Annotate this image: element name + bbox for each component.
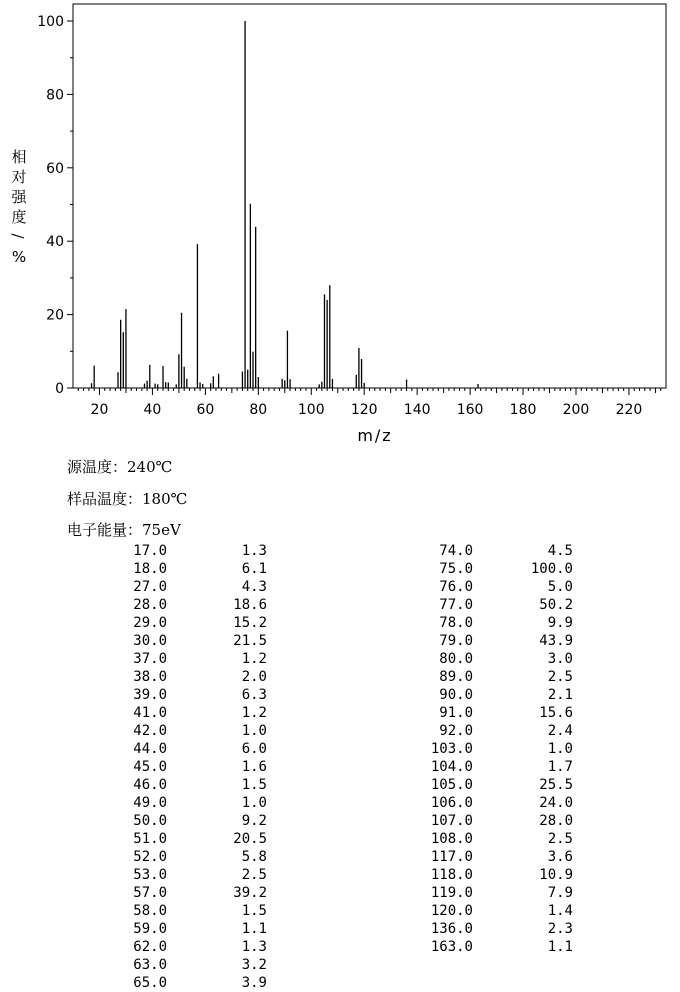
mz-value: 163.0 (430, 939, 473, 955)
sample-temperature (67, 489, 187, 509)
mz-value: 75.0 (439, 561, 473, 577)
intensity-value: 1.5 (241, 903, 267, 919)
intensity-value: 2.5 (241, 867, 267, 883)
x-tick-label: 200 (562, 402, 590, 418)
intensity-value: 1.6 (241, 759, 267, 775)
intensity-value: 1.0 (241, 723, 267, 739)
intensity-value: 1.1 (547, 939, 573, 955)
intensity-value: 1.7 (547, 759, 573, 775)
intensity-value: 4.3 (241, 579, 267, 595)
intensity-value: 1.0 (241, 795, 267, 811)
intensity-value: 3.2 (241, 957, 267, 973)
table-row (0, 794, 600, 812)
mz-value: 90.0 (439, 687, 473, 703)
intensity-value: 10.9 (539, 867, 573, 883)
mz-value: 65.0 (133, 975, 167, 991)
intensity-value: 24.0 (539, 795, 573, 811)
intensity-value: 5.8 (241, 849, 267, 865)
y-axis-label-char: 强 (11, 188, 27, 206)
intensity-value: 1.3 (241, 939, 267, 955)
intensity-value: 20.5 (233, 831, 267, 847)
y-axis-label-char: 对 (11, 168, 27, 186)
mz-value: 18.0 (133, 561, 167, 577)
mz-value: 52.0 (133, 849, 167, 865)
intensity-value: 2.1 (547, 687, 573, 703)
mz-value: 89.0 (439, 669, 473, 685)
table-row (0, 866, 600, 884)
intensity-value: 1.3 (241, 543, 267, 559)
mz-value: 50.0 (133, 813, 167, 829)
mz-value: 118.0 (430, 867, 473, 883)
x-tick-label: 20 (90, 402, 109, 418)
x-tick-label: 120 (350, 402, 378, 418)
x-tick-label: 140 (403, 402, 431, 418)
x-tick-label: 60 (196, 402, 215, 418)
mz-value: 63.0 (133, 957, 167, 973)
y-tick-label: 40 (46, 234, 64, 251)
mz-value: 58.0 (133, 903, 167, 919)
plot-frame (73, 4, 666, 388)
table-row (0, 632, 600, 650)
mz-value: 51.0 (133, 831, 167, 847)
table-row (0, 938, 600, 956)
table-row (0, 650, 600, 668)
intensity-value: 1.5 (241, 777, 267, 793)
table-row (0, 902, 600, 920)
source-temperature (67, 457, 172, 477)
table-row (0, 920, 600, 938)
sample-temperature-value: 180℃ (142, 490, 188, 508)
mz-value: 80.0 (439, 651, 473, 667)
table-row (0, 578, 600, 596)
table-row (0, 596, 600, 614)
source-temperature-label: 源温度： (67, 458, 128, 476)
intensity-value: 21.5 (233, 633, 267, 649)
table-row (0, 956, 300, 974)
y-axis-ticks (37, 14, 73, 397)
mz-value: 92.0 (439, 723, 473, 739)
x-tick-label: 220 (615, 402, 643, 418)
table-row (0, 848, 600, 866)
mz-value: 30.0 (133, 633, 167, 649)
intensity-value: 50.2 (539, 597, 573, 613)
y-tick-label: 0 (55, 381, 64, 397)
x-tick-label: 100 (297, 402, 325, 418)
y-tick-label: 100 (37, 14, 64, 30)
mz-value: 38.0 (133, 669, 167, 685)
table-row (0, 542, 600, 560)
intensity-value: 28.0 (539, 813, 573, 829)
mz-value: 44.0 (133, 741, 167, 757)
mz-value: 41.0 (133, 705, 167, 721)
mz-value: 49.0 (133, 795, 167, 811)
table-row (0, 722, 600, 740)
mz-value: 136.0 (430, 921, 473, 937)
mz-value: 57.0 (133, 885, 167, 901)
y-tick-label: 20 (46, 307, 64, 324)
mz-value: 120.0 (430, 903, 473, 919)
mz-value: 76.0 (439, 579, 473, 595)
x-tick-label: 80 (249, 402, 268, 418)
table-row (0, 974, 300, 992)
intensity-value: 25.5 (539, 777, 573, 793)
table-row (0, 686, 600, 704)
intensity-value: 1.0 (547, 741, 573, 757)
mz-value: 104.0 (430, 759, 473, 775)
intensity-value: 15.2 (233, 615, 267, 631)
electron-energy (67, 520, 181, 540)
mz-value: 91.0 (439, 705, 473, 721)
y-axis-label (9, 148, 27, 266)
x-axis-ticks (78, 388, 660, 418)
y-tick-label: 60 (46, 160, 64, 177)
mz-value: 103.0 (430, 741, 473, 757)
intensity-value: 2.4 (547, 723, 573, 739)
intensity-value: 39.2 (233, 885, 267, 901)
table-row (0, 776, 600, 794)
mz-value: 106.0 (430, 795, 473, 811)
mz-value: 29.0 (133, 615, 167, 631)
table-row (0, 830, 600, 848)
peak-table-right (0, 542, 600, 956)
mz-value: 74.0 (439, 543, 473, 559)
table-row (0, 614, 600, 632)
intensity-value: 5.0 (547, 579, 573, 595)
mz-value: 27.0 (133, 579, 167, 595)
table-row (0, 560, 600, 578)
intensity-value: 2.5 (547, 831, 573, 847)
mz-value: 107.0 (430, 813, 473, 829)
intensity-value: 18.6 (233, 597, 267, 613)
intensity-value: 2.0 (241, 669, 267, 685)
intensity-value: 1.1 (241, 921, 267, 937)
mz-value: 62.0 (133, 939, 167, 955)
mass-spectrum-chart (0, 0, 680, 450)
mz-value: 42.0 (133, 723, 167, 739)
intensity-value: 1.4 (547, 903, 573, 919)
x-tick-label: 160 (456, 402, 484, 418)
peak-bars (92, 21, 479, 388)
intensity-value: 1.2 (241, 651, 267, 667)
mz-value: 78.0 (439, 615, 473, 631)
x-tick-label: 40 (143, 402, 162, 418)
intensity-value: 3.6 (547, 849, 573, 865)
intensity-value: 43.9 (539, 633, 573, 649)
mz-value: 79.0 (439, 633, 473, 649)
mz-value: 17.0 (133, 543, 167, 559)
mz-value: 117.0 (430, 849, 473, 865)
x-axis-label: m/z (357, 426, 393, 445)
mz-value: 39.0 (133, 687, 167, 703)
intensity-value: 4.5 (547, 543, 573, 559)
source-temperature-value: 240℃ (127, 458, 173, 476)
intensity-value: 6.3 (241, 687, 267, 703)
intensity-value: 1.2 (241, 705, 267, 721)
intensity-value: 15.6 (539, 705, 573, 721)
x-tick-label: 180 (509, 402, 537, 418)
mz-value: 37.0 (133, 651, 167, 667)
mz-value: 46.0 (133, 777, 167, 793)
mz-value: 28.0 (133, 597, 167, 613)
mz-value: 108.0 (430, 831, 473, 847)
y-axis-label-char: 度 (11, 208, 27, 226)
table-row (0, 884, 600, 902)
table-row (0, 704, 600, 722)
intensity-value: 100.0 (530, 561, 573, 577)
intensity-value: 6.0 (241, 741, 267, 757)
intensity-value: 9.9 (547, 615, 573, 631)
mz-value: 105.0 (430, 777, 473, 793)
mz-value: 53.0 (133, 867, 167, 883)
electron-energy-label: 电子能量： (67, 521, 143, 539)
mz-value: 77.0 (439, 597, 473, 613)
intensity-value: 6.1 (241, 561, 267, 577)
table-row (0, 812, 600, 830)
y-axis-label-char: % (11, 248, 27, 266)
intensity-value: 7.9 (547, 885, 573, 901)
y-tick-label: 80 (46, 87, 64, 104)
intensity-value: 9.2 (241, 813, 267, 829)
table-row (0, 758, 600, 776)
intensity-value: 3.9 (241, 975, 267, 991)
intensity-value: 2.5 (547, 669, 573, 685)
y-axis-label-char: 相 (11, 148, 27, 166)
electron-energy-value: 75eV (142, 521, 181, 539)
sample-temperature-label: 样品温度： (67, 490, 143, 508)
intensity-value: 2.3 (547, 921, 573, 937)
y-axis-label-char: / (9, 233, 27, 239)
mz-value: 45.0 (133, 759, 167, 775)
table-row (0, 668, 600, 686)
intensity-value: 3.0 (547, 651, 573, 667)
mz-value: 119.0 (430, 885, 473, 901)
table-row (0, 740, 600, 758)
mz-value: 59.0 (133, 921, 167, 937)
